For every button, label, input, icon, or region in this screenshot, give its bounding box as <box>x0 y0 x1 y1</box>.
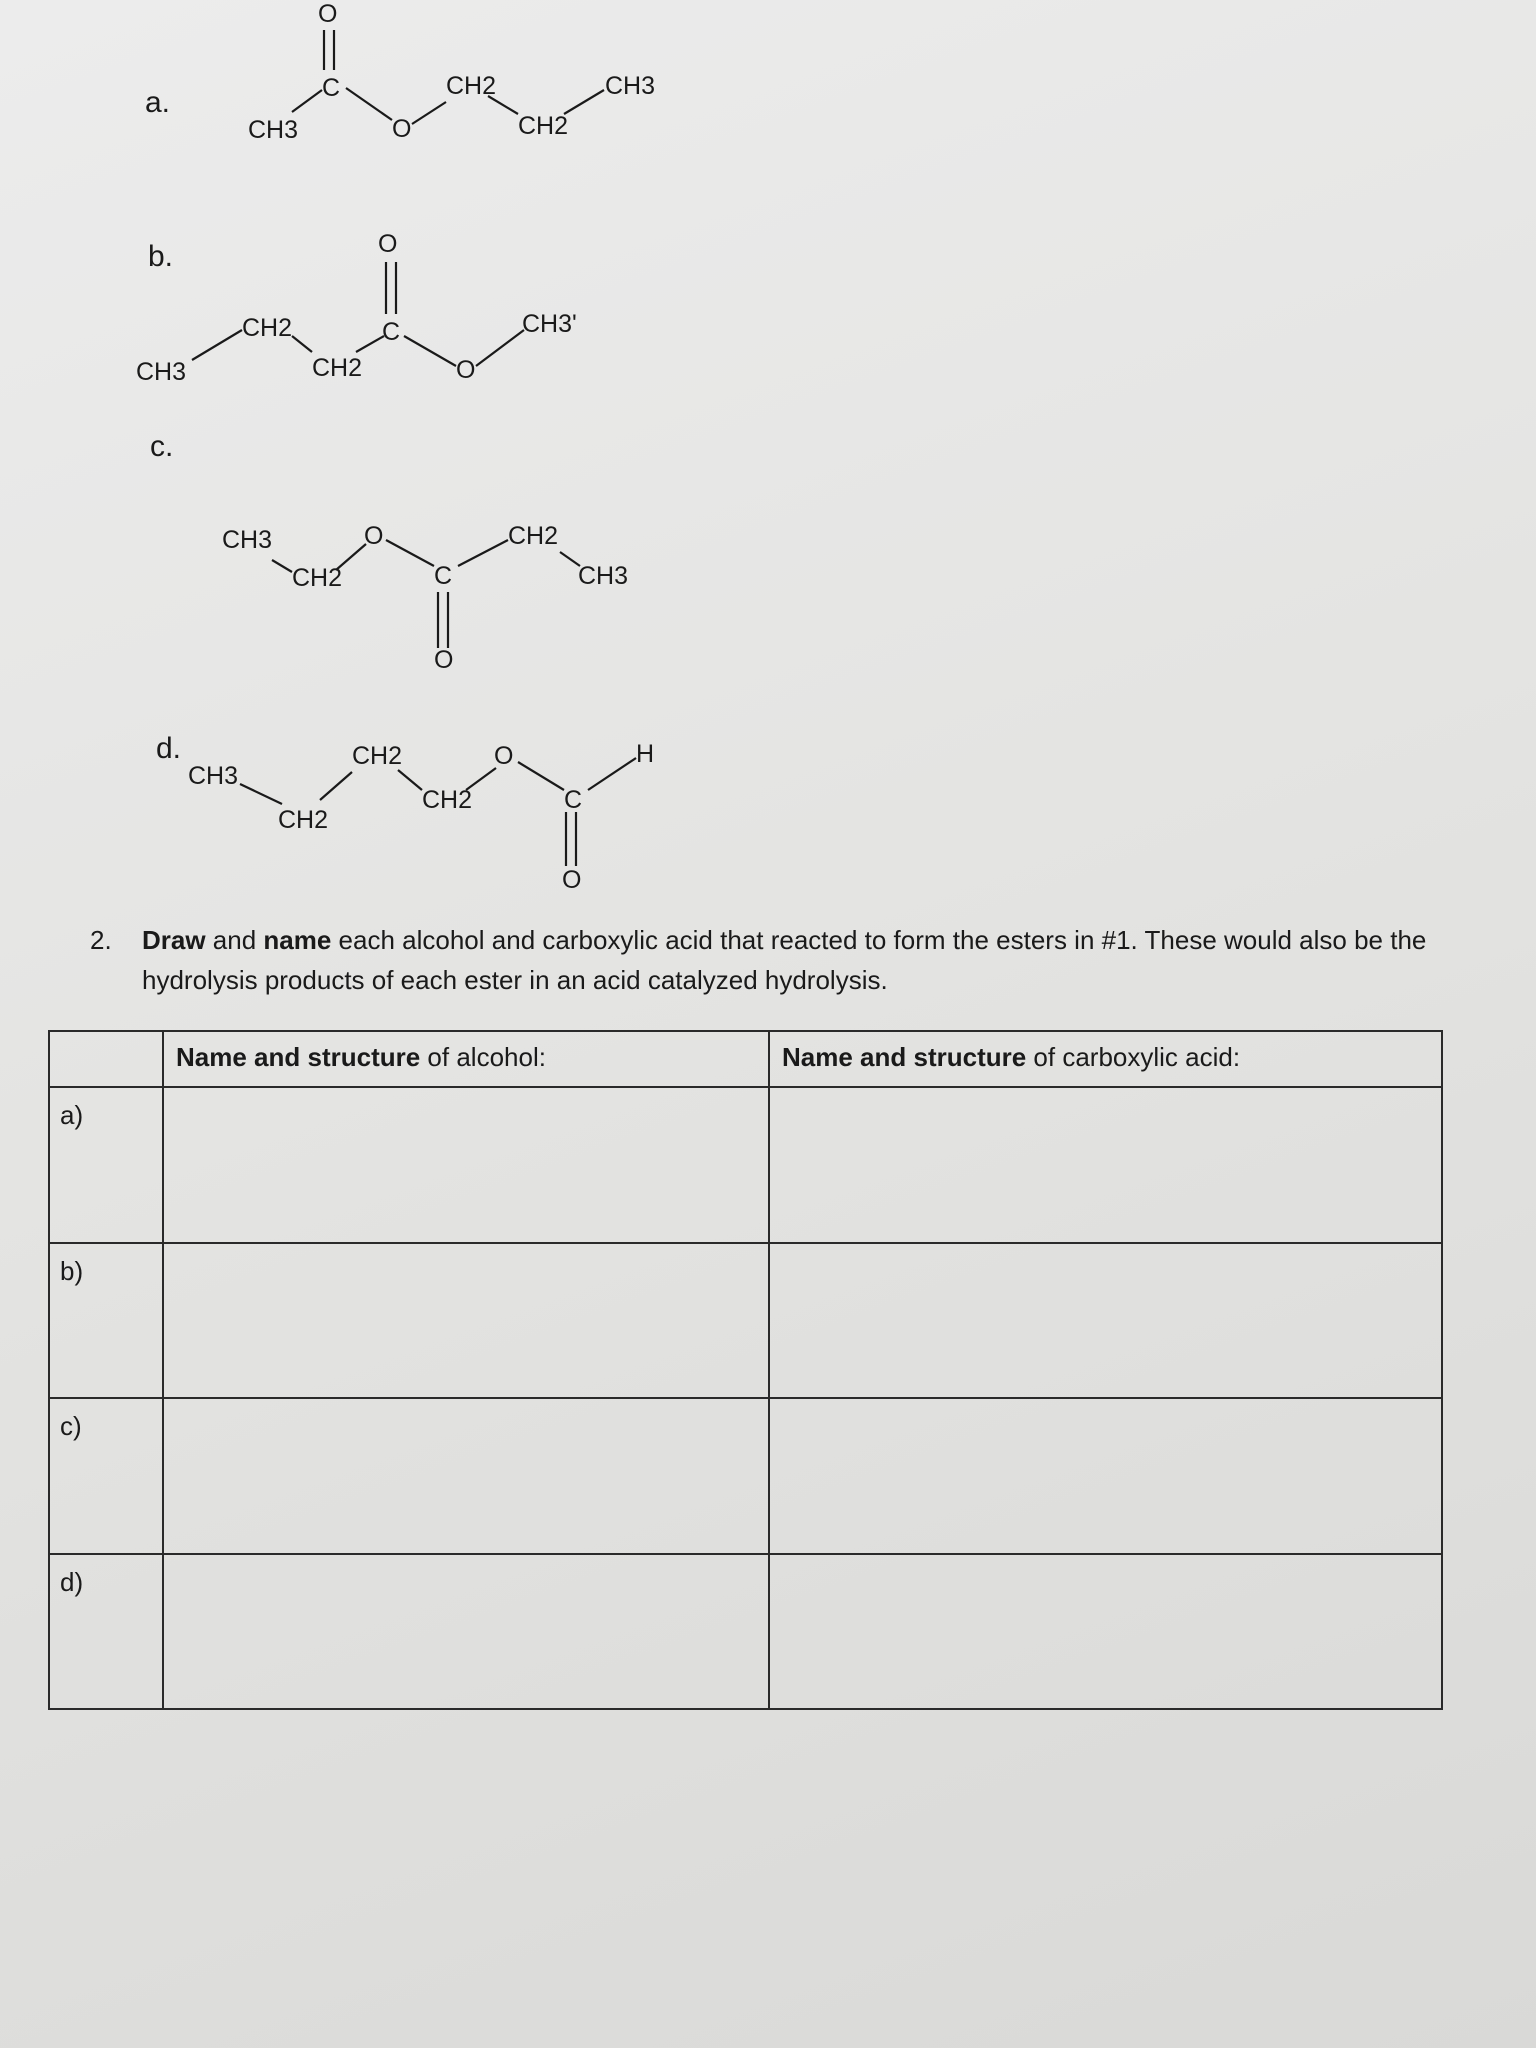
bond <box>588 758 636 790</box>
alcohol-answer-cell[interactable] <box>163 1243 769 1399</box>
group-label: O <box>392 115 412 143</box>
group-label: CH2 <box>422 786 473 814</box>
header-blank-cell <box>49 1031 163 1087</box>
bond <box>292 336 312 352</box>
answer-table <box>48 1030 1443 1710</box>
group-label: C <box>322 74 341 102</box>
bond <box>466 768 496 790</box>
group-label: O <box>562 866 582 894</box>
question-text <box>142 920 1450 1000</box>
table-row <box>49 1554 1442 1710</box>
group-label: O <box>494 742 514 770</box>
structure-label: a. <box>145 86 171 119</box>
bond <box>346 88 392 120</box>
bond <box>412 102 446 124</box>
bond <box>192 330 242 360</box>
bond <box>488 96 518 114</box>
structure-label: b. <box>148 240 174 273</box>
bond <box>518 762 564 790</box>
bond <box>386 540 434 566</box>
group-label: CH2 <box>508 522 559 550</box>
group-label: C <box>564 786 583 814</box>
alcohol-answer-cell[interactable] <box>163 1087 769 1243</box>
structure-a <box>145 0 655 144</box>
bond <box>320 772 352 800</box>
bond <box>356 336 384 352</box>
emphasis-name: name <box>263 925 332 955</box>
group-label: O <box>456 356 476 384</box>
bond <box>398 770 422 790</box>
group-label: CH3 <box>605 72 656 100</box>
acid-answer-cell[interactable] <box>769 1087 1442 1243</box>
acid-answer-cell[interactable] <box>769 1243 1442 1399</box>
structure-b <box>136 230 577 386</box>
group-label: CH3 <box>578 562 629 590</box>
group-label: CH2 <box>518 112 569 140</box>
alcohol-answer-cell[interactable] <box>163 1554 769 1710</box>
structure-label: c. <box>150 430 174 463</box>
group-label: CH3 <box>222 526 273 554</box>
structure-label: d. <box>156 732 182 765</box>
group-label: CH2 <box>446 72 497 100</box>
group-label: O <box>434 646 454 674</box>
question-text-part: and <box>205 925 264 955</box>
row-label: c) <box>49 1398 163 1554</box>
row-label: b) <box>49 1243 163 1399</box>
group-label: O <box>378 230 398 258</box>
bond <box>272 560 292 572</box>
table-row <box>49 1398 1442 1554</box>
bond <box>336 544 366 570</box>
emphasis-draw: Draw <box>142 925 206 955</box>
bond <box>292 90 322 112</box>
alcohol-answer-cell[interactable] <box>163 1398 769 1554</box>
table-row <box>49 1243 1442 1399</box>
group-label: CH3 <box>188 762 239 790</box>
group-label: CH3' <box>522 310 577 338</box>
question-number: 2. <box>90 925 112 955</box>
bond <box>476 330 524 366</box>
bond <box>564 90 604 114</box>
group-label: CH2 <box>278 806 329 834</box>
question-2 <box>90 920 1450 1000</box>
table-row <box>49 1087 1442 1243</box>
acid-answer-cell[interactable] <box>769 1554 1442 1710</box>
table-header-row <box>49 1031 1442 1087</box>
group-label: CH2 <box>312 354 363 382</box>
group-label: C <box>382 318 401 346</box>
row-label: a) <box>49 1087 163 1243</box>
group-label: H <box>636 740 655 768</box>
group-label: O <box>318 0 338 28</box>
acid-answer-cell[interactable] <box>769 1398 1442 1554</box>
row-label: d) <box>49 1554 163 1710</box>
structure-d <box>156 732 654 894</box>
bond <box>404 336 456 366</box>
structure-c <box>150 430 628 674</box>
alcohol-header: Name and structure of alcohol: <box>163 1031 769 1087</box>
acid-header: Name and structure of carboxylic acid: <box>769 1031 1442 1087</box>
question-text-part: each alcohol and carboxylic acid that reacted to form the esters in #1. These would also be the hydrolysis products of each ester in an acid catalyzed hydrolysis. <box>142 925 1427 995</box>
group-label: CH3 <box>136 358 187 386</box>
group-label: CH2 <box>242 314 293 342</box>
group-label: O <box>364 522 384 550</box>
group-label: CH2 <box>292 564 343 592</box>
group-label: CH3 <box>248 116 299 144</box>
bond <box>458 540 508 566</box>
ester-structures <box>0 0 1536 920</box>
bond <box>560 552 580 566</box>
bond <box>240 784 282 804</box>
group-label: C <box>434 562 453 590</box>
group-label: CH2 <box>352 742 403 770</box>
